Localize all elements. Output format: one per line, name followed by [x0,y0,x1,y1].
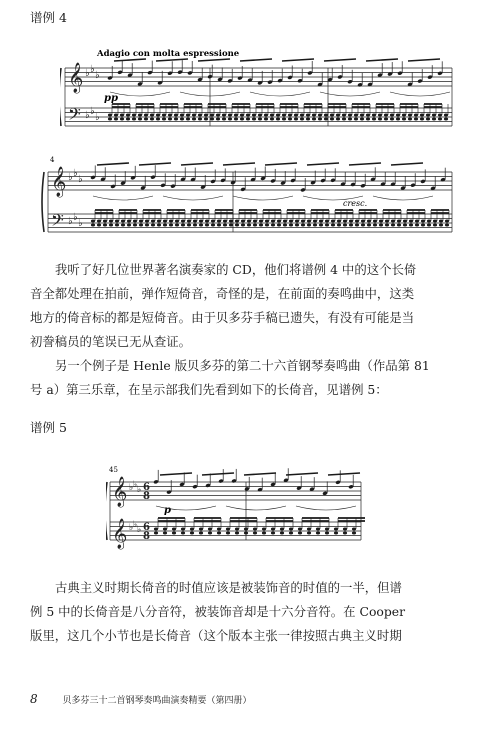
svg-text:45: 45 [109,466,118,474]
example-4-label: 谱例 4 [30,10,67,25]
svg-text:𝄞: 𝄞 [112,519,128,549]
svg-text:♭: ♭ [90,106,95,117]
svg-text:8: 8 [143,491,150,502]
svg-text:6: 6 [143,482,150,493]
svg-text:♭: ♭ [68,216,73,227]
svg-text:♭: ♭ [137,485,142,495]
tempo-marking: Adagio con molta espressione [97,49,240,59]
text-line: 版里，这几个小节也是长倚音（这个版本主张一律按照古典主义时期 [30,628,402,643]
svg-text:pp: pp [104,93,118,104]
svg-text:𝄢: 𝄢 [68,104,81,128]
svg-text:♭: ♭ [129,483,134,493]
text-line: 例 5 中的长倚音是八分音符，被装饰音却是十六分音符。在 Cooper [30,604,406,619]
text-line: 地方的倚音标的都是短倚音。由于贝多芬手稿已遗失，有没有可能是当 [30,310,415,325]
svg-text:♭: ♭ [68,172,73,183]
text-line: 号 a）第三乐章，在呈示部我们先看到如下的长倚音，见谱例 5： [30,382,388,397]
svg-text:cresc.: cresc. [343,199,368,208]
svg-text:♭: ♭ [85,110,90,121]
svg-text:♭: ♭ [133,480,138,490]
svg-text:♭: ♭ [95,112,100,123]
svg-text:𝄢: 𝄢 [51,210,64,234]
svg-text:8: 8 [143,531,150,542]
svg-text:♭: ♭ [78,174,83,185]
text-line: 我听了好几位世界著名演奏家的 CD，他们将谱例 4 中的这个长倚 [55,262,417,277]
svg-text:♭: ♭ [73,168,78,179]
svg-text:𝄞: 𝄞 [51,167,67,197]
svg-text:p: p [164,505,171,516]
music-score-example-4-system-1 [60,40,460,140]
svg-text:4: 4 [50,156,55,164]
svg-text:♭: ♭ [85,68,90,79]
page-number: 8 [30,692,38,706]
svg-text:𝄞: 𝄞 [68,63,84,93]
music-score-example-5 [106,460,368,560]
svg-text:𝄞: 𝄞 [112,477,128,507]
paragraph-1 [30,258,458,354]
music-score-example-4-system-2 [38,152,460,254]
page-footer [30,692,252,706]
text-line: 古典主义时期长倚音的时值应该是被装饰音的时值的一半，但谱 [55,580,402,595]
example-5-label: 谱例 5 [30,420,67,435]
paragraph-3 [30,576,458,648]
text-line: 音全都处理在拍前，弹作短倚音，奇怪的是，在前面的奏鸣曲中，这类 [30,286,415,301]
text-line: 另一个例子是 Henle 版贝多芬的第二十六首钢琴奏鸣曲（作品第 81 [55,358,430,373]
svg-text:♭: ♭ [137,525,142,535]
svg-text:♭: ♭ [133,520,138,530]
svg-text:♭: ♭ [73,212,78,223]
paragraph-2 [30,354,458,402]
svg-text:♭: ♭ [129,523,134,533]
svg-text:♭: ♭ [78,218,83,229]
text-line: 初誊稿员的笔误已无从查证。 [30,334,192,349]
svg-text:♭: ♭ [95,70,100,81]
svg-text:♭: ♭ [90,64,95,75]
book-title: 贝多芬三十二首钢琴奏鸣曲演奏精要（第四册） [62,696,252,706]
svg-text:6: 6 [143,522,150,533]
